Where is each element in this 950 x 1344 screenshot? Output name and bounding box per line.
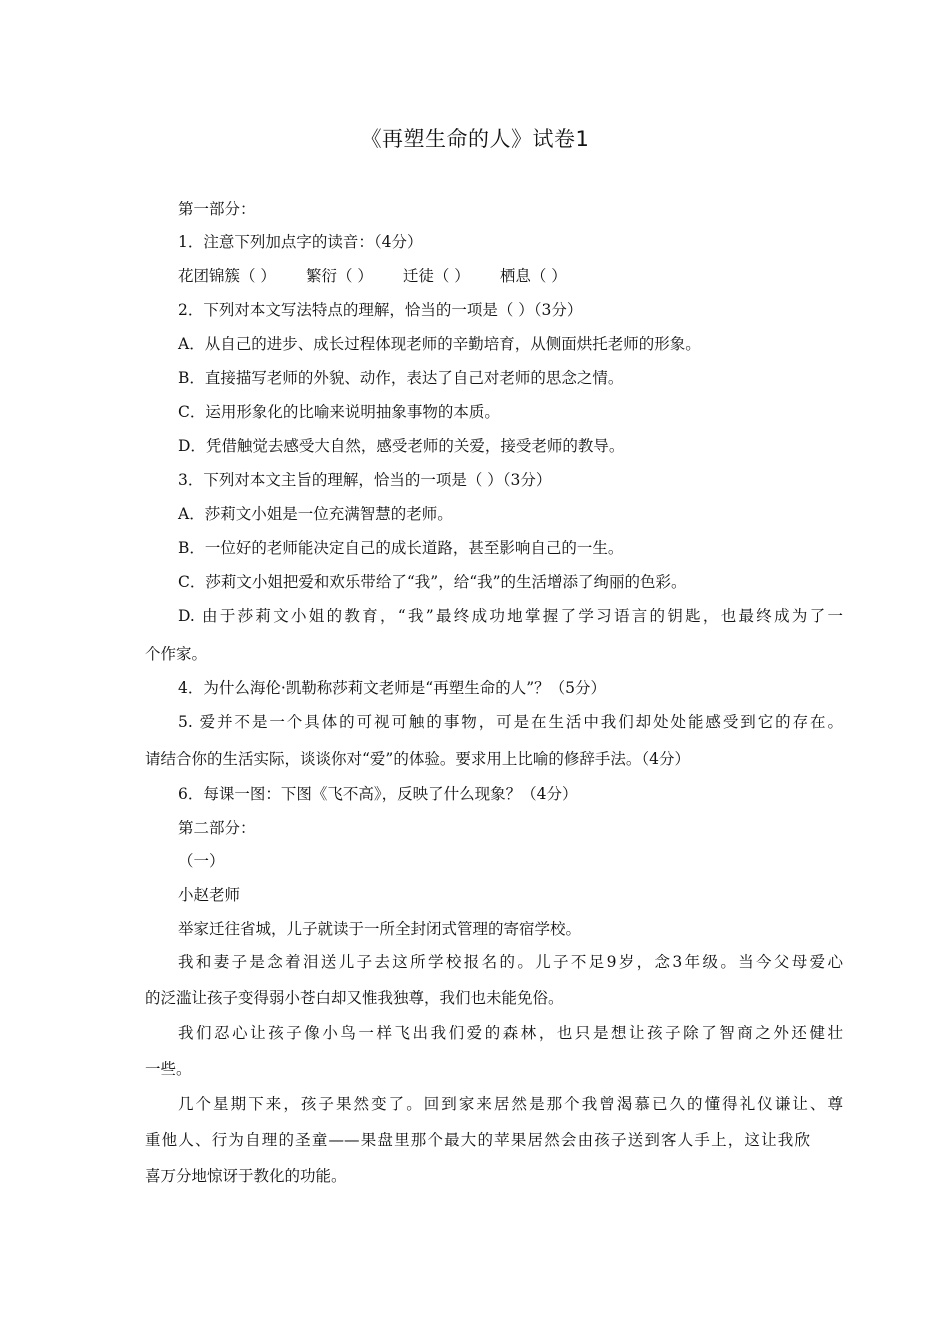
question-line: 1．注意下列加点字的读音：（4分） (178, 233, 423, 251)
passage-paragraph-continued: 重他人、行为自理的圣童——果盘里那个最大的苹果居然会由孩子送到客人手上，这让我欣 (145, 1131, 810, 1149)
option-line-continued: 个作家。 (145, 645, 208, 663)
option-line: B．一位好的老师能决定自己的成长道路，甚至影响自己的一生。 (178, 539, 624, 557)
passage-paragraph: 我们忍心让孩子像小鸟一样飞出我们爱的森林，也只是想让孩子除了智商之外还健壮 (178, 1024, 843, 1042)
passage-paragraph-continued: 喜万分地惊讶于教化的功能。 (145, 1167, 347, 1185)
question-line: 6．每课一图：下图《飞不高》，反映了什么现象？（4分） (178, 785, 578, 803)
pronunciation-item: 繁衍（ ） (305, 267, 373, 285)
option-line: A．从自己的进步、成长过程体现老师的辛勤培育，从侧面烘托老师的形象。 (178, 335, 701, 353)
option-line: C．莎莉文小姐把爱和欢乐带给了“我”，给“我”的生活增添了绚丽的色彩。 (178, 573, 687, 591)
section-heading: 第一部分： (178, 200, 256, 218)
passage-paragraph: 我和妻子是念着泪送儿子去这所学校报名的。儿子不足9岁，念3年级。当今父母爱心 (178, 953, 843, 971)
section-heading: 第二部分： (178, 819, 256, 837)
passage-paragraph-continued: 一些。 (145, 1060, 192, 1078)
passage-paragraph-continued: 的泛滥让孩子变得弱小苍白却又惟我独尊，我们也未能免俗。 (145, 989, 564, 1007)
passage-paragraph: 举家迁往省城，儿子就读于一所全封闭式管理的寄宿学校。 (178, 920, 582, 938)
pronunciation-item: 栖息（ ） (499, 267, 567, 285)
question-line: 4．为什么海伦·凯勒称莎莉文老师是“再塑生命的人”？（5分） (178, 679, 607, 697)
pronunciation-item: 迁徒（ ） (402, 267, 470, 285)
pronunciation-row (145, 265, 843, 287)
passage-title: 小赵老师 (178, 886, 241, 904)
passage-paragraph: 几个星期下来，孩子果然变了。回到家来居然是那个我曾渴慕已久的懂得礼仪谦让、尊 (178, 1095, 843, 1113)
option-line: A．莎莉文小姐是一位充满智慧的老师。 (178, 505, 453, 523)
option-line: C．运用形象化的比喻来说明抽象事物的本质。 (178, 403, 500, 421)
page-title: 《再塑生命的人》试卷1 (360, 127, 590, 151)
question-line: 2．下列对本文写法特点的理解，恰当的一项是（ ）（3分） (178, 301, 583, 319)
option-line: B．直接描写老师的外貌、动作，表达了自己对老师的思念之情。 (178, 369, 624, 387)
question-line: 3．下列对本文主旨的理解，恰当的一项是（ ）（3分） (178, 471, 552, 489)
question-line-continued: 请结合你的生活实际，谈谈你对“爱”的体验。要求用上比喻的修辞手法。（4分） (145, 750, 690, 768)
question-line: 5. 爱并不是一个具体的可视可触的事物，可是在生活中我们却处处能感受到它的存在。 (178, 713, 843, 731)
option-line: D. 由于莎莉文小姐的教育，“我”最终成功地掌握了学习语言的钥匙，也最终成为了一 (178, 607, 843, 625)
subsection-heading: （一） (178, 852, 225, 870)
option-line: D．凭借触觉去感受大自然，感受老师的关爱，接受老师的教导。 (178, 437, 625, 455)
pronunciation-item: 花团锦簇（ ） (178, 267, 276, 285)
